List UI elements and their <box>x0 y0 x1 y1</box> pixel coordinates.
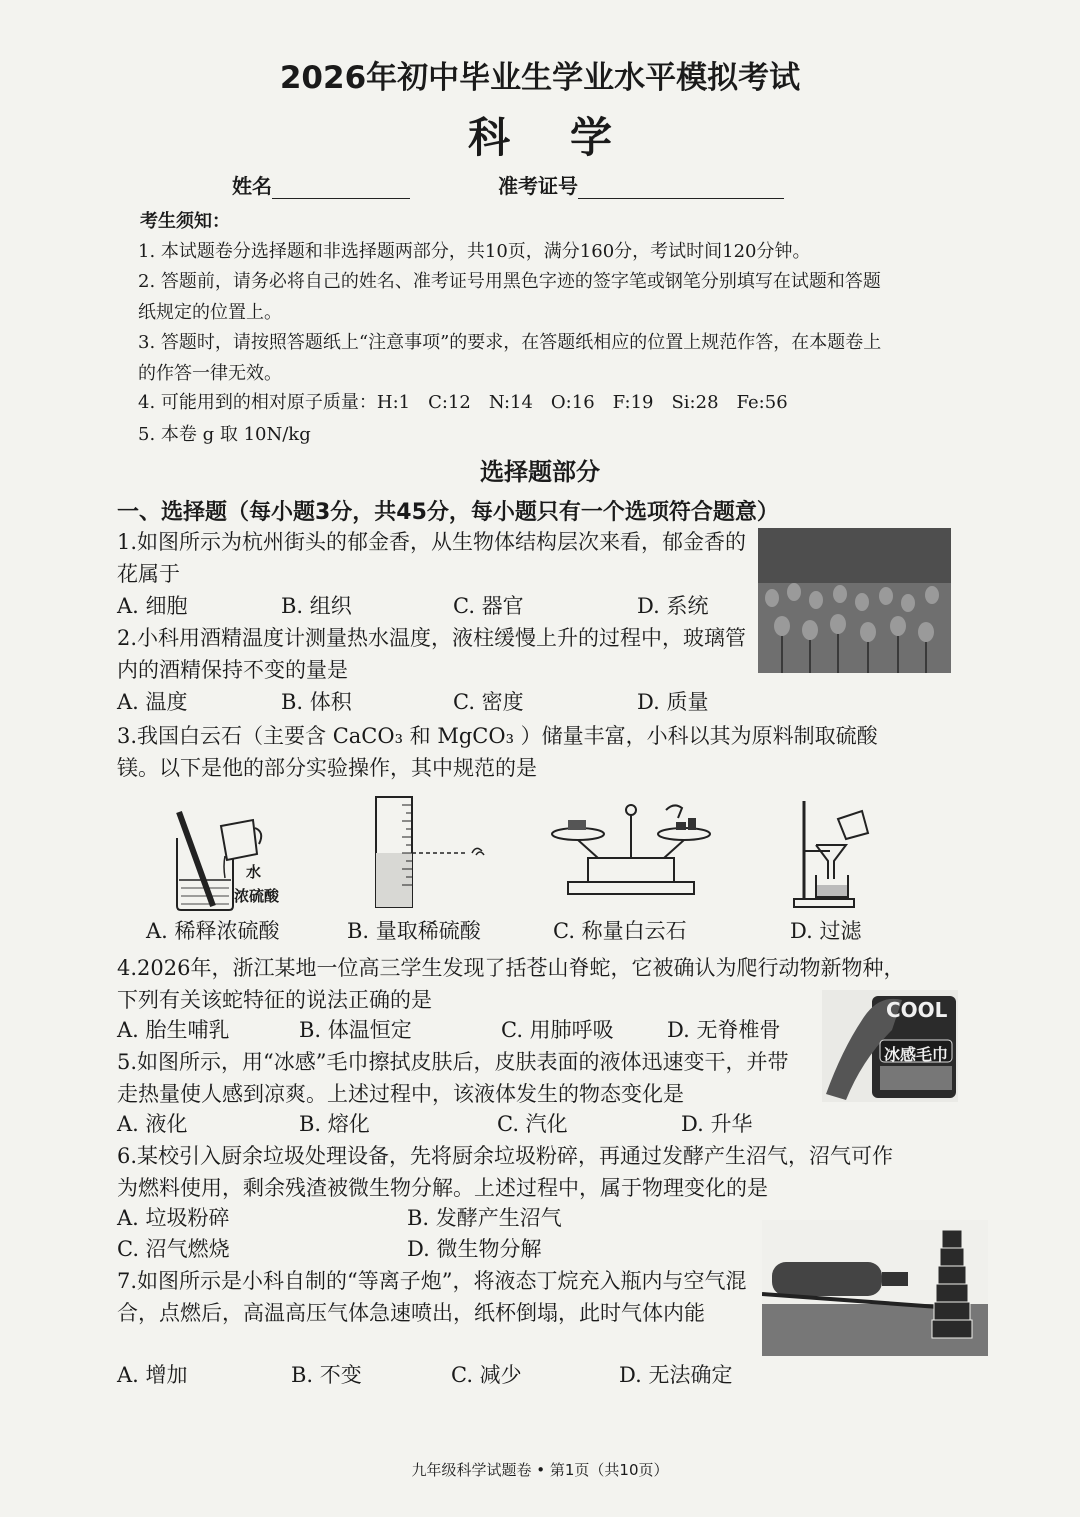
option[interactable]: A. 垃圾粉碎 <box>117 1206 230 1230</box>
option[interactable]: A. 液化 <box>117 1112 188 1136</box>
option[interactable]: A. 细胞 <box>117 594 188 618</box>
figure-label-water: 水 <box>246 863 262 881</box>
page-footer: 九年级科学试题卷 • 第1页（共10页） <box>411 1461 669 1479</box>
figure-c-balance <box>548 800 713 900</box>
option[interactable]: A. 增加 <box>117 1363 188 1387</box>
option[interactable]: B. 发酵产生沼气 <box>407 1206 562 1230</box>
plasma-cannon-photo <box>762 1220 988 1356</box>
id-blank[interactable] <box>578 176 784 199</box>
option[interactable]: D. 微生物分解 <box>407 1237 542 1261</box>
notice-item: 3. 答题时，请按照答题纸上“注意事项”的要求，在答题纸相应的位置上规范作答，在本题卷上的作答一律无效。 <box>138 332 882 384</box>
option[interactable]: B. 组织 <box>281 594 352 618</box>
notice-item: 2. 答题前，请务必将自己的姓名、准考证号用黑色字迹的签字笔或钢笔分别填写在试题和答题纸规定的位置上。 <box>138 271 881 323</box>
question-stem: 4.2026年，浙江某地一位高三学生发现了括苍山脊蛇，它被确认为爬行动物新物种，下列有关该蛇特征的说法正确的是 <box>117 956 905 1012</box>
option[interactable]: D. 过滤 <box>790 919 862 943</box>
section-title: 选择题部分 <box>480 458 600 486</box>
part-title: 一、选择题（每小题3分，共45分，每小题只有一个选项符合题意） <box>117 500 779 525</box>
option[interactable]: A. 稀释浓硫酸 <box>146 919 280 943</box>
question-stem: 6.某校引入厨余垃圾处理设备，先将厨余垃圾粉碎，再通过发酵产生沼气，沼气可作为燃料使用，剩余残渣被微生物分解。上述过程中，属于物理变化的是 <box>117 1144 894 1200</box>
name-label: 姓名 <box>232 174 272 198</box>
id-label: 准考证号 <box>498 174 578 198</box>
notice-heading: 考生须知： <box>140 211 230 232</box>
option[interactable]: B. 熔化 <box>299 1112 370 1136</box>
subject-title: 科学 <box>467 113 672 162</box>
option[interactable]: C. 减少 <box>451 1363 522 1387</box>
option[interactable]: C. 器官 <box>453 594 524 618</box>
exam-title: 2026年初中毕业生学业水平模拟考试 <box>279 60 801 96</box>
option[interactable]: D. 无法确定 <box>619 1363 733 1387</box>
option[interactable]: B. 体积 <box>281 690 352 714</box>
question-stem: 5.如图所示，用“冰感”毛巾擦拭皮肤后，皮肤表面的液体迅速变干，并带走热量使人感到凉爽。上述过程中，该液体发生的物态变化是 <box>117 1050 789 1106</box>
option[interactable]: C. 汽化 <box>497 1112 568 1136</box>
notice-item: 4. 可能用到的相对原子质量：H:1 C:12 N:14 O:16 F:19 Si:28 Fe:56 <box>138 392 788 413</box>
figure-label-acid: 浓硫酸 <box>234 887 280 905</box>
tulip-photo <box>758 528 951 673</box>
candidate-fields <box>232 170 784 199</box>
option[interactable]: D. 系统 <box>637 594 709 618</box>
figure-d-filtration <box>790 795 890 910</box>
option[interactable]: B. 体温恒定 <box>299 1018 412 1042</box>
notice-item: 1. 本试题卷分选择题和非选择题两部分，共10页，满分160分，考试时间120分钟。 <box>138 241 811 262</box>
option[interactable]: C. 密度 <box>453 690 524 714</box>
package-label: 冰感毛巾 <box>884 1045 949 1064</box>
option[interactable]: D. 质量 <box>637 690 709 714</box>
option[interactable]: D. 升华 <box>681 1112 753 1136</box>
question-stem: 2.小科用酒精温度计测量热水温度，液柱缓慢上升的过程中，玻璃管内的酒精保持不变的量是 <box>117 626 747 682</box>
figure-b-cylinder <box>368 795 498 910</box>
option[interactable]: A. 温度 <box>117 690 188 714</box>
option[interactable]: C. 称量白云石 <box>553 919 687 943</box>
question-stem: 1.如图所示为杭州街头的郁金香，从生物体结构层次来看，郁金香的花属于 <box>117 530 747 586</box>
notice-item: 5. 本卷 g 取 10N/kg <box>138 424 311 445</box>
option[interactable]: C. 沼气燃烧 <box>117 1237 230 1261</box>
option[interactable]: D. 无脊椎骨 <box>667 1018 781 1042</box>
package-brand: COOL <box>886 998 948 1022</box>
option[interactable]: A. 胎生哺乳 <box>117 1018 230 1042</box>
option[interactable]: C. 用肺呼吸 <box>501 1018 614 1042</box>
question-stem: 3.我国白云石（主要含 CaCO₃ 和 MgCO₃ ）储量丰富，小科以其为原料制取硫酸镁。以下是他的部分实验操作，其中规范的是 <box>117 724 878 780</box>
question-stem: 7.如图所示是小科自制的“等离子炮”，将液态丁烷充入瓶内与空气混合，点燃后，高温高压气体急速喷出，纸杯倒塌，此时气体内能 <box>117 1269 747 1325</box>
name-blank[interactable] <box>272 176 410 199</box>
option[interactable]: B. 量取稀硫酸 <box>347 919 481 943</box>
option[interactable]: B. 不变 <box>291 1363 362 1387</box>
